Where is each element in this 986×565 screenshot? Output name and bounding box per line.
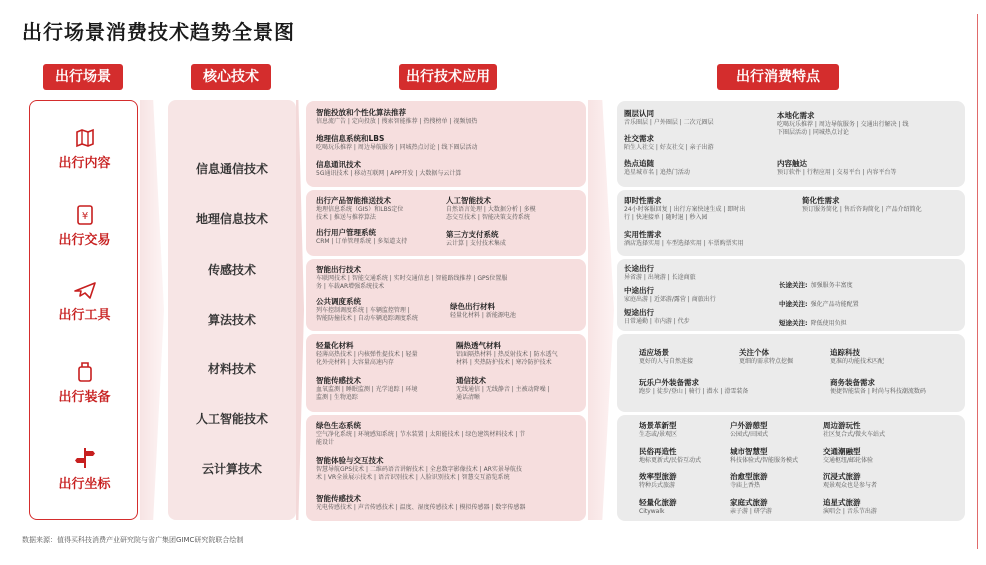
airplane-icon: [73, 279, 97, 301]
tech-item: 信息通信技术: [195, 162, 268, 176]
feature-item: 商务装备需求 便捷智能装备 | 时尚与科技潮流数码: [830, 378, 926, 395]
app-item: 出行用户管理系统 CRM | 订单管理系统 | 多渠道支持: [316, 228, 408, 245]
app-item: 智能体验与交互技术 智慧导航GPS技术 | 二维码语音讲解技术 | 全息数字影像技术 | AR实景导航技 术 | VR全景展示技术 | 语音识别技术 | 人脸识别技术 | 智慧交互游览系统: [316, 456, 522, 481]
app-item: 出行产品智能推送技术 地理信息系统（GIS）和LBS定位 技术 | 推送与推荐算法: [316, 196, 404, 221]
tech-panel: [168, 100, 296, 520]
scene-trade: [30, 204, 139, 248]
header-features: 出行消费特点: [717, 64, 839, 90]
feature-block-gear: [617, 334, 965, 412]
scene-label: 出行工具: [58, 308, 111, 323]
feature-item: 短途出行 日常通勤 | 市内游 | 代步: [624, 308, 690, 325]
feature-item: 玩乐户外装备需求 跑步 | 徒步/登山 | 骑行 | 潜水 | 滑雪装备: [639, 378, 749, 395]
scene-gear: [30, 361, 139, 405]
feature-block-trade: [617, 190, 965, 256]
tech-item: 传感技术: [207, 263, 256, 277]
header-apps: 出行技术应用: [399, 64, 497, 90]
feature-item: 交通潮融型 交通枢纽/邮轮体验: [823, 447, 874, 464]
app-block-trade: [306, 190, 586, 256]
header-scenes: 出行场景: [43, 64, 123, 90]
flow-arrow: [296, 100, 304, 520]
app-block-gear: [306, 334, 586, 412]
app-item: 隔热透气材料 铝面隔热材料 | 热反射技术 | 防水透气 材料 | 夹热防护技术 | 寒冷防护技术: [456, 341, 558, 366]
feature-item: 关注个体 更细的需求特点挖掘: [739, 348, 794, 365]
payment-icon: [74, 204, 96, 226]
feature-item: 中途出行 家庭出游 | 近郊游/露营 | 商旅出行: [624, 286, 716, 303]
app-item: 信息通讯技术 5G通讯技术 | 移动互联网 | APP开发 | 大数据与云计算: [316, 160, 462, 177]
scenes-panel: [29, 100, 138, 520]
scene-label: 出行坐标: [58, 477, 111, 492]
tech-item: 材料技术: [207, 362, 256, 376]
feature-item: 追星式旅游 演唱会 | 音乐节出游: [823, 498, 877, 515]
feature-block-tools: [617, 259, 965, 331]
feature-item: 周边游玩性 社区复合式/微火车站式: [823, 421, 886, 438]
scene-label: 出行装备: [58, 390, 111, 405]
feature-item: 圈层认同 音乐圈层 | 户外圈层 | 二次元圈层: [624, 109, 714, 126]
scene-coordinates: [30, 446, 139, 492]
app-item: 智能出行技术 车联网技术 | 智能交通系统 | 实时交通信息 | 智能路线推荐 | GPS位置服 务 | 车载AR增强系统技术: [316, 265, 508, 290]
page-title: 出行场景消费技术趋势全景图: [22, 20, 295, 44]
app-item: 人工智能技术 自然语言处理 | 大数据分析 | 多模 态交互技术 | 智能决策支持系统: [446, 196, 536, 221]
app-block-coordinates: [306, 415, 586, 521]
app-item: 智能投放和个性化算法推荐 信息流广告 | 定向投放 | 搜索智能推荐 | 热搜榜单 | 视频加热: [316, 108, 478, 125]
feature-item: 轻量化旅游 Citywalk: [639, 498, 677, 515]
tech-item: 云计算技术: [201, 462, 262, 476]
feature-focus: 长途关注: 加强服务丰富度: [779, 281, 853, 289]
flow-arrow: [140, 100, 164, 520]
app-item: 绿色出行材料 轻量化材料 | 新能源电池: [450, 302, 516, 319]
app-item: 公共调度系统 列车控制调度系统 | 车辆监控管理 | 智能防撞技术 | 自动车辆追踪调度系统: [316, 297, 418, 322]
scene-tools: [30, 279, 139, 323]
feature-item: 内容触达 预订软件 | 行程应用 | 交易平台 | 内容平台等: [777, 159, 897, 176]
feature-item: 简化性需求 预订服务简化 | 售后咨询简化 | 产品介绍简化: [802, 196, 922, 213]
app-item: 轻量化材料 轻薄高热技术 | 内核弹性提技术 | 轻量 化外壳材料 | 大容量高速内存: [316, 341, 418, 366]
right-divider: [977, 14, 978, 549]
app-block-tools: [306, 259, 586, 331]
app-item: 第三方支付系统 云计算 | 支付技术集成: [446, 230, 506, 247]
flow-arrow: [588, 100, 614, 520]
app-item: 智能传感技术 血氧监测 | 睡眠监测 | 光学追踪 | 环境 监测 | 生物追踪: [316, 376, 418, 401]
feature-item: 即时性需求 24小时客服回复 | 出行方案快速生成 | 即时出 行 | 快速接单 | 随时退 | 秒入园: [624, 196, 746, 221]
feature-item: 本地化需求 吃喝玩乐推荐 | 周边导航服务 | 交通出行解决 | 线 下圈层活动 | 同城热点讨论: [777, 111, 909, 136]
map-icon: [74, 127, 96, 149]
feature-item: 治愈型旅游 寺庙上香热: [730, 472, 768, 489]
tech-item: 地理信息技术: [195, 212, 268, 226]
feature-item: 热点追随 追星城市名 | 追热门活动: [624, 159, 690, 176]
feature-item: 社交需求 陌生人社交 | 好友社交 | 亲子出游: [624, 134, 714, 151]
feature-block-content: [617, 101, 965, 187]
feature-item: 民俗再造性 地标更新式/民俗互动式: [639, 447, 702, 464]
header-tech: 核心技术: [191, 64, 271, 90]
feature-item: 户外游憩型 公园式/田园式: [730, 421, 769, 438]
source-note: 数据来源：值得买科技消费产业研究院与省广集团GIMC研究院联合绘制: [22, 536, 244, 544]
feature-item: 适应场景 更好的人与自然连接: [639, 348, 694, 365]
scene-label: 出行交易: [58, 233, 111, 248]
tech-item: 算法技术: [207, 313, 256, 327]
feature-focus: 中途关注: 强化产品功能配置: [779, 300, 859, 308]
app-item: 智能传感技术 光电传感技术 | 声音传感技术 | 温度、湿度传感技术 | 模拟传感器 | 数字传感器: [316, 494, 526, 511]
feature-item: 长途出行 异省游 | 出境游 | 长途商旅: [624, 264, 696, 281]
svg-text:¥: ¥: [81, 211, 88, 222]
signpost-icon: [73, 446, 97, 470]
luggage-icon: [74, 361, 96, 383]
scene-label: 出行内容: [58, 156, 111, 171]
feature-item: 场景革新型 生态或/景观区: [639, 421, 678, 438]
feature-item: 效率型旅游 特种兵式旅游: [639, 472, 677, 489]
tech-item: 人工智能技术: [195, 412, 268, 426]
scene-content: [30, 127, 139, 171]
feature-item: 城市智慧型 科技体验式/智能服务模式: [730, 447, 799, 464]
feature-focus: 短途关注: 降低使用负担: [779, 319, 847, 327]
app-item: 地理信息系统和LBS 吃喝玩乐推荐 | 周边导航服务 | 同城热点讨论 | 线下圈层活动: [316, 134, 478, 151]
feature-block-coordinates: [617, 415, 965, 521]
feature-item: 沉浸式旅游 观景观众也是参与者: [823, 472, 878, 489]
feature-item: 家庭式旅游 亲子游 | 研学游: [730, 498, 772, 515]
app-block-content: [306, 101, 586, 187]
app-item: 通信技术 无线通信 | 无线静音 | 主被动降噪 | 通话清晰: [456, 376, 550, 401]
feature-item: 追踪科技 更准的功能技术匹配: [830, 348, 885, 365]
app-item: 绿色生态系统 空气净化系统 | 环境感知系统 | 节水装置 | 太阳能技术 | 绿色建筑材料技术 | 节 能设计: [316, 421, 526, 446]
feature-item: 实用性需求 酒店选择实用 | 车型选择实用 | 车票购票实用: [624, 230, 744, 247]
